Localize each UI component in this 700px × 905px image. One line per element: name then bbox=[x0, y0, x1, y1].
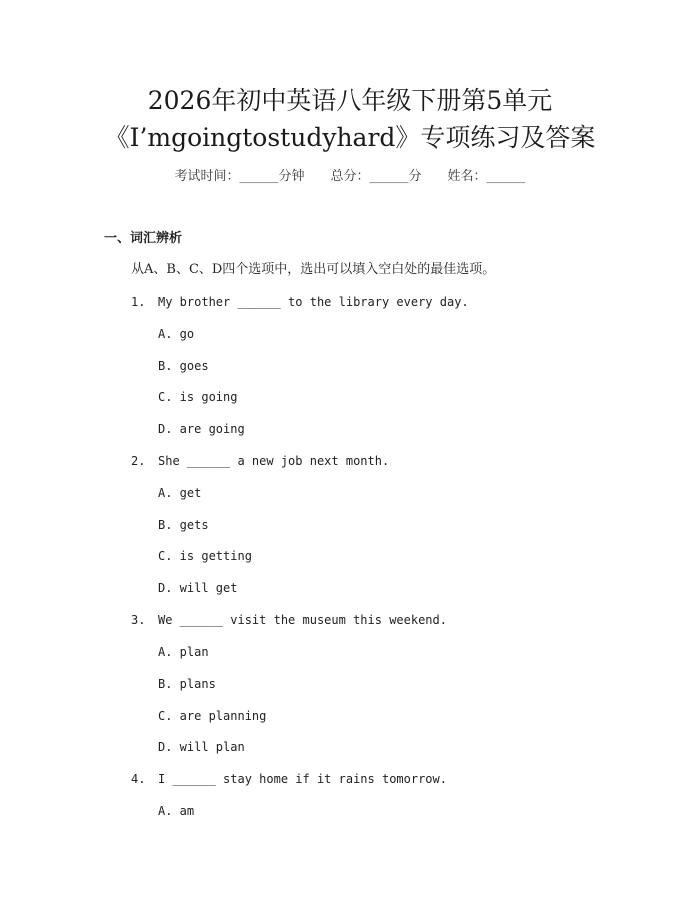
exam-meta bbox=[0, 167, 700, 187]
question-text: She ______ a new job next month. bbox=[158, 454, 390, 468]
option-1a: A. go bbox=[158, 327, 195, 341]
section-heading: 一、词汇辨析 bbox=[104, 231, 183, 246]
name-field: 姓名：______ bbox=[447, 169, 526, 184]
question-4 bbox=[131, 770, 631, 788]
total-score-field: 总分：______分 bbox=[330, 169, 422, 184]
option-1b: B. goes bbox=[158, 359, 209, 373]
option-3a: A. plan bbox=[158, 645, 209, 659]
question-text: We ______ visit the museum this weekend. bbox=[158, 613, 447, 627]
option-2c: C. is getting bbox=[158, 549, 252, 563]
exam-time-field: 考试时间：______分钟 bbox=[174, 169, 305, 184]
option-4a: A. am bbox=[158, 804, 195, 818]
option-2b: B. gets bbox=[158, 518, 209, 532]
option-2a: A. get bbox=[158, 486, 202, 500]
option-2d: D. will get bbox=[158, 581, 238, 595]
question-number: 4. bbox=[131, 772, 146, 786]
page-title-line1: 2026年初中英语八年级下册第5单元 bbox=[147, 86, 553, 115]
question-text: I ______ stay home if it rains tomorrow. bbox=[158, 772, 447, 786]
option-3c: C. are planning bbox=[158, 709, 267, 723]
question-3 bbox=[131, 611, 631, 629]
section-instruction: 从A、B、C、D四个选项中，选出可以填入空白处的最佳选项。 bbox=[131, 262, 496, 277]
option-1d: D. are going bbox=[158, 422, 245, 436]
question-text: My brother ______ to the library every day. bbox=[158, 295, 469, 309]
question-number: 1. bbox=[131, 295, 146, 309]
question-2 bbox=[131, 452, 631, 470]
question-1 bbox=[131, 293, 631, 311]
option-1c: C. is going bbox=[158, 390, 238, 404]
page-title-line2: 《I’mgoingtostudyhard》专项练习及答案 bbox=[104, 123, 596, 152]
option-3b: B. plans bbox=[158, 677, 216, 691]
option-3d: D. will plan bbox=[158, 740, 245, 754]
question-number: 3. bbox=[131, 613, 146, 627]
question-number: 2. bbox=[131, 454, 146, 468]
